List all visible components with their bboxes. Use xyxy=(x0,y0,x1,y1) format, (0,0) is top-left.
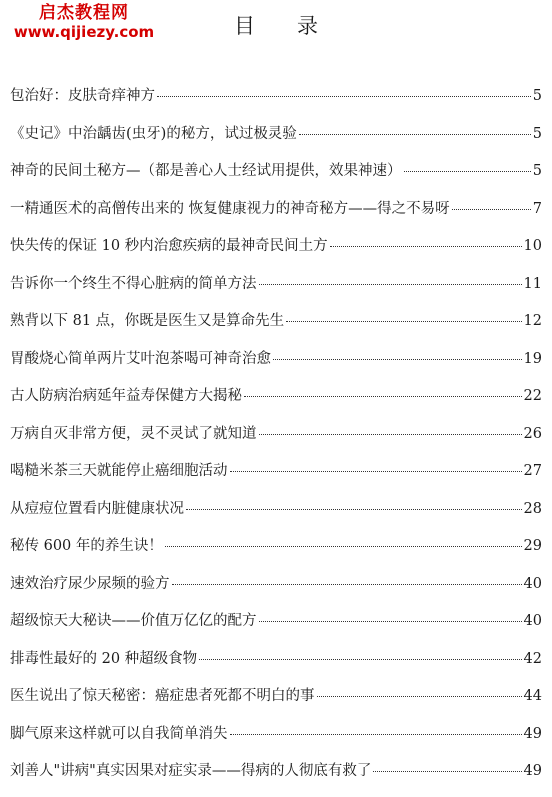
toc-entry[interactable] xyxy=(10,459,542,497)
toc-dot-leader xyxy=(244,396,522,397)
watermark-site-url: www.qijiezy.com xyxy=(13,22,155,41)
toc-entry-title: 喝糙米茶三天就能停止癌细胞活动 xyxy=(10,463,228,479)
table-of-contents xyxy=(10,84,542,797)
toc-entry-title: 告诉你一个终生不得心脏病的简单方法 xyxy=(10,275,257,292)
toc-entry[interactable] xyxy=(10,609,542,647)
page-title: 目录 xyxy=(234,14,360,38)
toc-entry-title: 包治好：皮肤奇痒神方 xyxy=(10,88,155,104)
toc-entry[interactable] xyxy=(10,534,542,572)
toc-dot-leader xyxy=(172,584,522,585)
toc-entry[interactable] xyxy=(10,197,542,235)
toc-entry-page-number: 44 xyxy=(523,688,542,704)
toc-entry[interactable] xyxy=(10,647,542,685)
toc-dot-leader xyxy=(317,696,522,697)
toc-entry-page-number: 49 xyxy=(523,763,542,779)
toc-dot-leader xyxy=(452,209,531,210)
toc-entry-title: 神奇的民间土秘方—（都是善心人士经试用提供，效果神速） xyxy=(10,163,402,179)
toc-entry-page-number: 19 xyxy=(523,350,542,367)
toc-entry-title: 胃酸烧心简单两片艾叶泡茶喝可神奇治愈 xyxy=(10,350,271,367)
toc-entry[interactable] xyxy=(10,234,542,272)
toc-entry[interactable] xyxy=(10,309,542,347)
toc-dot-leader xyxy=(165,546,522,547)
toc-dot-leader xyxy=(186,509,522,510)
toc-entry[interactable] xyxy=(10,84,542,122)
toc-entry-title: 医生说出了惊天秘密：癌症患者死都不明白的事 xyxy=(10,688,315,704)
toc-entry-page-number: 5 xyxy=(532,88,542,104)
toc-entry[interactable] xyxy=(10,572,542,610)
toc-entry-page-number: 22 xyxy=(523,388,542,404)
toc-dot-leader xyxy=(330,246,522,247)
toc-dot-leader xyxy=(230,471,522,472)
toc-entry-page-number: 40 xyxy=(523,613,542,629)
toc-entry[interactable] xyxy=(10,384,542,422)
toc-entry-page-number: 27 xyxy=(523,463,542,479)
watermark-site-name: 启杰教程网 xyxy=(39,3,129,23)
toc-entry-page-number: 42 xyxy=(523,650,542,667)
toc-entry-page-number: 29 xyxy=(523,538,542,554)
toc-entry[interactable] xyxy=(10,684,542,722)
toc-entry-page-number: 49 xyxy=(523,725,542,742)
toc-entry-page-number: 11 xyxy=(523,275,542,292)
toc-entry-title: 快失传的保证 10 秒内治愈疾病的最神奇民间土方 xyxy=(10,238,328,254)
toc-dot-leader xyxy=(299,134,531,135)
toc-entry-title: 秘传 600 年的养生诀！ xyxy=(10,538,163,554)
toc-entry[interactable] xyxy=(10,422,542,460)
toc-entry-title: 熟背以下 81 点，你既是医生又是算命先生 xyxy=(10,313,285,329)
toc-entry-title: 从痘痘位置看内脏健康状况 xyxy=(10,500,184,517)
toc-entry-page-number: 12 xyxy=(523,313,542,329)
toc-entry-title: 万病自灭非常方便，灵不灵试了就知道 xyxy=(10,425,257,442)
toc-entry-page-number: 10 xyxy=(523,238,542,254)
toc-entry-page-number: 28 xyxy=(523,500,542,517)
toc-dot-leader xyxy=(157,96,531,97)
toc-dot-leader xyxy=(286,321,521,322)
toc-entry-title: 《史记》中治龋齿(虫牙)的秘方，试过极灵验 xyxy=(10,125,297,142)
toc-entry-page-number: 40 xyxy=(523,575,542,592)
toc-entry-title: 超级惊天大秘诀——价值万亿亿的配方 xyxy=(10,613,257,629)
toc-dot-leader xyxy=(273,359,522,360)
toc-entry-title: 脚气原来这样就可以自我简单消失 xyxy=(10,725,228,742)
toc-entry-title: 一精通医术的高僧传出来的 恢复健康视力的神奇秘方——得之不易呀 xyxy=(10,200,450,217)
toc-entry[interactable] xyxy=(10,272,542,310)
toc-entry-page-number: 26 xyxy=(523,425,542,442)
toc-entry-title: 刘善人"讲病"真实因果对症实录——得病的人彻底有救了 xyxy=(10,763,372,779)
toc-dot-leader xyxy=(259,284,522,285)
toc-dot-leader xyxy=(199,659,521,660)
toc-dot-leader xyxy=(373,771,521,772)
toc-entry[interactable] xyxy=(10,497,542,535)
toc-entry-title: 排毒性最好的 20 种超级食物 xyxy=(10,650,198,667)
toc-entry-page-number: 5 xyxy=(532,125,542,142)
toc-dot-leader xyxy=(259,621,522,622)
toc-dot-leader xyxy=(259,434,522,435)
toc-entry-page-number: 5 xyxy=(532,163,542,179)
toc-entry-page-number: 7 xyxy=(532,200,542,217)
toc-entry-title: 古人防病治病延年益寿保健方大揭秘 xyxy=(10,388,242,404)
toc-dot-leader xyxy=(230,734,522,735)
toc-dot-leader xyxy=(404,171,531,172)
toc-entry-title: 速效治疗尿少尿频的验方 xyxy=(10,575,170,592)
toc-entry[interactable] xyxy=(10,759,542,797)
toc-entry[interactable] xyxy=(10,722,542,760)
toc-entry[interactable] xyxy=(10,159,542,197)
toc-entry[interactable] xyxy=(10,347,542,385)
toc-entry[interactable] xyxy=(10,122,542,160)
